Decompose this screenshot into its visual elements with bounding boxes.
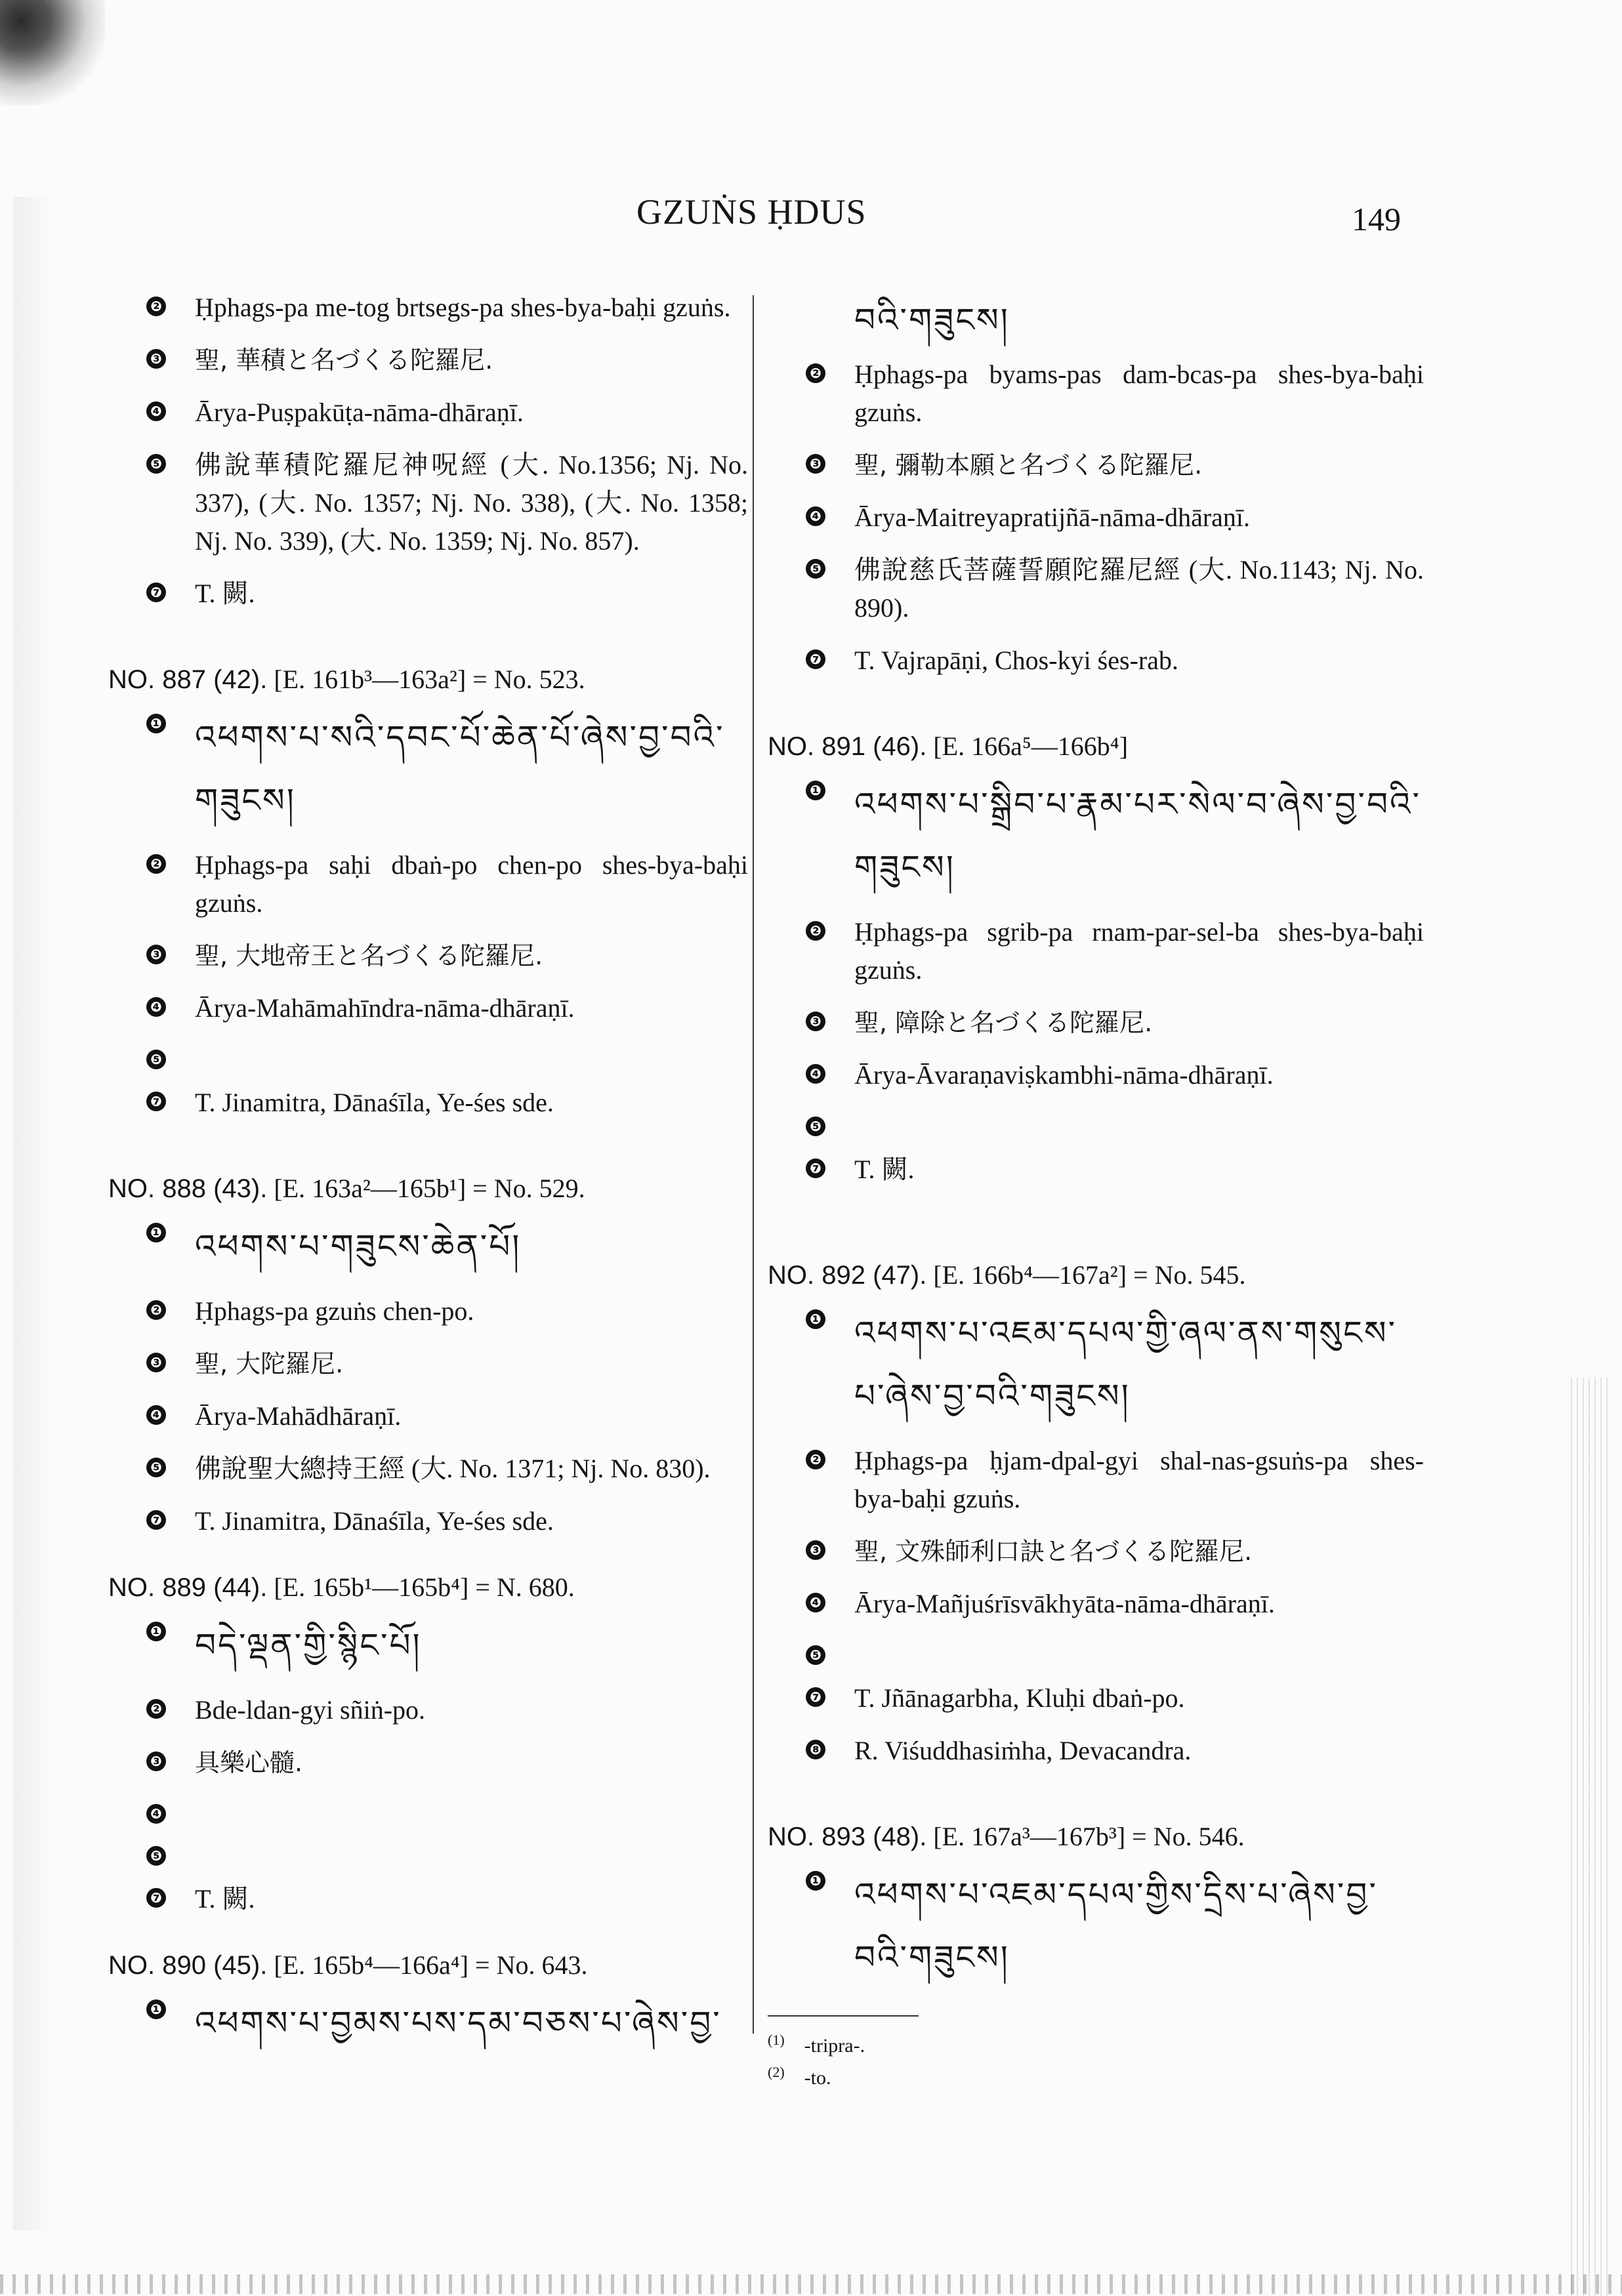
entry-line (108, 1992, 748, 2055)
entry-text: Ḥphags-pa byams-pas dam-bcas-pa shes-bya-baḥi gzuṅs. (854, 359, 1424, 427)
entry-text: T. Jñānagarbha, Kluḥi dbaṅ-po. (854, 1683, 1185, 1713)
entry-text: T. Jinamitra, Dānaśīla, Ye-śes sde. (195, 1088, 554, 1117)
footnote-text: -to. (804, 2067, 831, 2089)
right-column (768, 289, 1424, 2091)
entry-line (108, 1880, 748, 1918)
footnote-text: -tripra-. (804, 2035, 865, 2057)
entry-line (768, 499, 1424, 537)
entry-line (108, 1691, 748, 1729)
entry-marker: ❹ (806, 506, 825, 526)
catalog-number: NO. 892 (47). (768, 1261, 927, 1290)
footnote-rule (768, 2015, 919, 2017)
entry-line (108, 1614, 748, 1677)
tibetan-title: བདེ་ལྡན་གྱི་སྙིང་པོ། (195, 1626, 422, 1664)
entry-line (108, 846, 748, 922)
page-number: 149 (1352, 201, 1401, 237)
entry-line (768, 1302, 1424, 1427)
entry-line (108, 937, 748, 975)
entry-line (108, 1084, 748, 1122)
entry-marker: ❸ (146, 1752, 166, 1771)
entry-text: 聖, 文殊師利口訣と名づくる陀羅尼. (854, 1537, 1253, 1566)
entry-marker: ❷ (146, 1699, 166, 1719)
entry-line (108, 394, 748, 432)
entry-marker: ❺ (806, 1117, 825, 1136)
entry-marker: ❶ (146, 1999, 166, 2019)
catalog-number-heading (108, 1946, 748, 1985)
entry-line (108, 446, 748, 560)
entry-text: Ḥphags-pa sgrib-pa rnam-par-sel-ba shes-bya-baḥi gzuṅs. (854, 917, 1424, 985)
entry-line (768, 1151, 1424, 1189)
entry-line (768, 1732, 1424, 1770)
entry-text: T. Vajrapāṇi, Chos-kyi śes-rab. (854, 646, 1178, 675)
entry-line (768, 913, 1424, 989)
entry-text: R. Viśuddhasiṁha, Devacandra. (854, 1736, 1192, 1765)
entry-text: T. 闕. (854, 1155, 915, 1184)
entry-text: Ḥphags-pa gzuṅs chen-po. (195, 1296, 474, 1326)
entry-text: Ḥphags-pa ḥjam-dpal-gyi shal-nas-gsuṅs-pa shes-bya-baḥi gzuṅs. (854, 1446, 1424, 1513)
catalog-number-heading (108, 660, 748, 699)
entry-marker: ❸ (806, 1012, 825, 1031)
entry-marker: ❸ (146, 1353, 166, 1372)
entry-marker: ❶ (806, 1871, 825, 1891)
catalog-reference: [E. 163a²—165b¹] = No. 529. (274, 1174, 585, 1203)
footnote-mark: (2) (768, 2064, 785, 2080)
entry-text: 聖, 華積と名づくる陀羅尼. (195, 346, 493, 375)
tibetan-title: འཕགས་པ་སྒྲིབ་པ་རྣམ་པར་སེལ་བ་ཞེས་བྱ་བའི་གཟུངས། (854, 785, 1421, 886)
catalog-reference: [E. 166b⁴—167a²] = No. 545. (933, 1260, 1246, 1290)
entry-marker: ❸ (146, 349, 166, 369)
entry-line (108, 575, 748, 613)
entry-marker: ❼ (146, 1092, 166, 1111)
entry-text: Ārya-Āvaraṇaviṣkambhi-nāma-dhāraṇī. (854, 1060, 1274, 1090)
entry-text: Ārya-Maitreyapratijñā-nāma-dhāraṇī. (854, 502, 1251, 532)
entry-text: Ḥphags-pa me-tog brtsegs-pa shes-bya-baḥi gzuṅs. (195, 293, 731, 322)
entry-text: T. 闕. (195, 1884, 255, 1914)
catalog-number: NO. 893 (48). (768, 1822, 927, 1851)
entry-marker: ❼ (146, 1510, 166, 1530)
entry-line (768, 1109, 1424, 1136)
entry-line (768, 1679, 1424, 1717)
catalog-reference: [E. 165b⁴—166a⁴] = No. 643. (274, 1950, 588, 1980)
entry-text: T. 闕. (195, 579, 255, 608)
entry-text: 聖, 障除と名づくる陀羅尼. (854, 1008, 1153, 1037)
entry-line (768, 642, 1424, 680)
entry-marker: ❹ (146, 997, 166, 1017)
entry-marker: ❹ (146, 1804, 166, 1824)
entry-line (768, 1532, 1424, 1570)
entry-line (768, 1585, 1424, 1623)
entry-marker: ❶ (146, 1622, 166, 1641)
column-divider (753, 295, 754, 2034)
entry-marker: ❼ (146, 583, 166, 602)
entry-marker: ❼ (806, 1158, 825, 1178)
entry-marker: ❺ (146, 1050, 166, 1069)
entry-text: 佛說聖大總持王經 (大. No. 1371; Nj. No. 830). (195, 1454, 711, 1483)
entry-marker: ❼ (806, 1687, 825, 1707)
entry-line (108, 1502, 748, 1540)
entry-text: 聖, 大陀羅尼. (195, 1349, 344, 1378)
entry-line (768, 1056, 1424, 1094)
entry-line (768, 1442, 1424, 1518)
entry-text: Ārya-Mañjuśrīsvākhyāta-nāma-dhāraṇī. (854, 1589, 1275, 1618)
entry-marker: ❷ (806, 363, 825, 383)
entry-text: 聖, 彌勒本願と名づくる陀羅尼. (854, 451, 1203, 480)
entry-line (108, 289, 748, 327)
entry-marker: ❷ (146, 1300, 166, 1320)
tibetan-title: འཕགས་པ་འཇམ་དཔལ་གྱི་ཞལ་ནས་གསུངས་པ་ཞེས་བྱ་བའི་གཟུངས། (854, 1314, 1398, 1415)
entry-marker: ❺ (146, 454, 166, 474)
catalog-number: NO. 887 (42). (108, 665, 268, 694)
entry-line (108, 1796, 748, 1824)
entry-line (768, 773, 1424, 899)
left-column (108, 289, 748, 2069)
entry-line (108, 1838, 748, 1866)
catalog-reference: [E. 166a⁵—166b⁴] (933, 731, 1129, 761)
entry-line (108, 1215, 748, 1278)
catalog-reference: [E. 167a³—167b³] = No. 546. (933, 1822, 1245, 1851)
entry-marker: ❺ (146, 1846, 166, 1866)
tibetan-title: འཕགས་པ་བྱམས་པས་དམ་བཅས་པ་ཞེས་བྱ་ (195, 2004, 722, 2042)
entry-text: Ārya-Puṣpakūṭa-nāma-dhāraṇī. (195, 398, 524, 427)
entry-text: 聖, 大地帝王と名づくる陀羅尼. (195, 941, 543, 970)
entry-line (768, 1863, 1424, 1989)
entry-line (108, 1345, 748, 1383)
footnote (768, 2059, 1424, 2091)
catalog-number-heading (768, 1256, 1424, 1295)
entry-marker: ❷ (146, 854, 166, 874)
catalog-number-heading (108, 1169, 748, 1208)
entry-text: 佛說華積陀羅尼神呪經 (大. No.1356; Nj. No. 337), (大. No. 1357; Nj. No. 338), (大. No. 1358; Nj. No. 339), (大. No. 1359; Nj. No. 857). (195, 450, 748, 556)
entry-marker: ❶ (146, 714, 166, 733)
catalog-number-heading (768, 1817, 1424, 1856)
entry-marker: ❹ (806, 1593, 825, 1612)
entry-marker: ❹ (806, 1064, 825, 1084)
tibetan-continuation: བའི་གཟུངས། (854, 301, 1010, 339)
entry-marker: ❶ (806, 1309, 825, 1329)
scan-artifact (13, 197, 52, 2230)
scan-artifact (0, 2274, 1622, 2294)
entry-line (768, 446, 1424, 484)
entry-line (108, 1292, 748, 1330)
entry-marker: ❽ (806, 1740, 825, 1759)
entry-marker: ❷ (146, 297, 166, 316)
entry-marker: ❷ (806, 1450, 825, 1469)
footnote-mark: (1) (768, 2032, 785, 2048)
entry-line (768, 1004, 1424, 1042)
entry-marker: ❸ (806, 454, 825, 474)
entry-line (108, 1397, 748, 1435)
entry-text: 佛說慈氏菩薩誓願陀羅尼經 (大. No.1143; Nj. No. 890). (854, 555, 1424, 623)
entry-marker: ❸ (146, 945, 166, 964)
entry-marker: ❷ (806, 921, 825, 941)
catalog-reference: [E. 161b³—163a²] = No. 523. (274, 665, 585, 694)
entry-marker: ❶ (146, 1223, 166, 1242)
catalog-number: NO. 889 (44). (108, 1573, 268, 1602)
entry-text: Ḥphags-pa saḥi dbaṅ-po chen-po shes-bya-baḥi gzuṅs. (195, 850, 748, 918)
entry-marker: ❼ (146, 1888, 166, 1908)
scan-artifact (0, 0, 105, 105)
entry-marker: ❺ (806, 1645, 825, 1665)
tibetan-title: འཕགས་པ་གཟུངས་ཆེན་པོ། (195, 1227, 522, 1265)
catalog-number: NO. 888 (43). (108, 1174, 268, 1203)
entry-text: T. Jinamitra, Dānaśīla, Ye-śes sde. (195, 1506, 554, 1536)
entry-marker: ❹ (146, 401, 166, 421)
entry-marker: ❼ (806, 649, 825, 669)
entry-line (108, 1450, 748, 1488)
entry-line (108, 706, 748, 832)
entry-text: Ārya-Mahāmahīndra-nāma-dhāraṇī. (195, 993, 575, 1023)
entry-line (768, 356, 1424, 432)
entry-line (768, 1637, 1424, 1665)
entry-line (108, 989, 748, 1027)
entry-marker: ❶ (806, 781, 825, 800)
tibetan-title: འཕགས་པ་འཇམ་དཔལ་གྱིས་དྲིས་པ་ཞེས་བྱ་བའི་གཟུངས། (854, 1876, 1378, 1977)
entry-marker: ❸ (806, 1540, 825, 1560)
catalog-number: NO. 890 (45). (108, 1951, 268, 1980)
running-head: GZUṄS ḤDUS (636, 192, 867, 232)
entry-text: Bde-ldan-gyi sñiṅ-po. (195, 1695, 426, 1725)
catalog-number-heading (768, 727, 1424, 766)
entry-marker: ❹ (146, 1405, 166, 1425)
catalog-number: NO. 891 (46). (768, 732, 927, 761)
entry-text: Ārya-Mahādhāraṇī. (195, 1401, 402, 1431)
entry-text: 具樂心髓. (195, 1748, 303, 1777)
scan-artifact (1571, 1378, 1610, 2296)
entry-line (108, 1744, 748, 1782)
entry-marker: ❺ (146, 1458, 166, 1477)
footnote (768, 2027, 1424, 2059)
tibetan-title: འཕགས་པ་སའི་དབང་པོ་ཆེན་པོ་ཞེས་བྱ་བའི་གཟུངས། (195, 718, 725, 819)
entry-marker: ❺ (806, 559, 825, 579)
entry-line (108, 341, 748, 379)
catalog-number-heading (108, 1568, 748, 1607)
catalog-reference: [E. 165b¹—165b⁴] = N. 680. (274, 1572, 575, 1602)
entry-line (108, 1042, 748, 1069)
entry-line (768, 551, 1424, 627)
